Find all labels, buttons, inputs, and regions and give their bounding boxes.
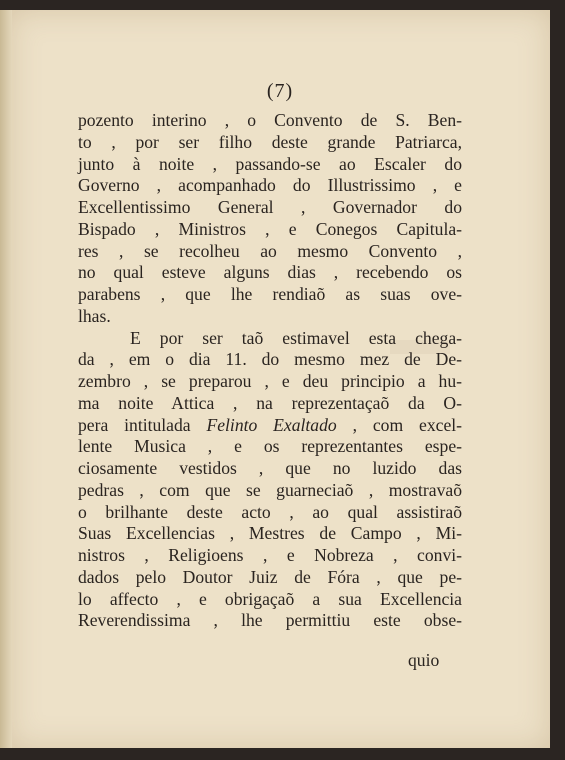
text-line: E por ser taõ estimavel esta chega- — [130, 327, 462, 348]
text-line: lo affecto , e obrigaçaõ a sua Excellencia — [78, 588, 462, 609]
text-line: da , em o dia 11. do mesmo mez de De- — [78, 349, 462, 370]
body-text — [78, 110, 462, 632]
text-line: lhas. — [78, 305, 111, 326]
text-line: Suas Excellencias , Mestres de Campo , Mi- — [78, 523, 462, 544]
text-line: Reverendissima , lhe permittiu este obse- — [78, 610, 462, 631]
text-line: pedras , com que se guarneciaõ , mostravaõ — [78, 479, 462, 500]
text-line: Excellentissimo General , Governador do — [78, 197, 462, 217]
opera-title: Felinto Exaltado — [206, 414, 337, 435]
text-line: nistros , Religioens , e Nobreza , convi- — [78, 545, 462, 565]
text-line: parabens , que lhe rendiaõ as suas ove- — [78, 284, 462, 304]
text-line: lente Musica , e os reprezentantes espe- — [78, 436, 462, 457]
text-line: ma noite Attica , na reprezentaçaõ da O- — [78, 392, 462, 413]
text-line: zembro , se preparou , e deu principio a hu- — [78, 371, 462, 391]
text-line: o brilhante deste acto , ao qual assistiraõ — [78, 501, 462, 522]
page-paper — [10, 10, 550, 748]
text-line: res , se recolheu ao mesmo Convento , — [78, 240, 462, 261]
text-line: dados pelo Doutor Juiz de Fóra , que pe- — [78, 566, 462, 587]
text-line: pozento interino , o Convento de S. Ben- — [78, 110, 462, 130]
text-line: to , por ser filho deste grande Patriarca, — [78, 131, 462, 152]
page-number: (7) — [266, 80, 294, 102]
text-line: ciosamente vestidos , que no luzido das — [78, 458, 462, 478]
page-gutter — [0, 10, 12, 748]
text-line: pera intitulada Felinto Exaltado , com excel- — [78, 414, 462, 435]
text-line: Bispado , Ministros , e Conegos Capitula- — [78, 218, 462, 239]
text-line: junto à noite , passando-se ao Escaler do — [78, 153, 462, 174]
text-line: Governo , acompanhado do Illustrissimo , e — [78, 175, 462, 196]
catchword: quio — [408, 650, 440, 670]
text-line: no qual esteve alguns dias , recebendo os — [78, 262, 462, 283]
